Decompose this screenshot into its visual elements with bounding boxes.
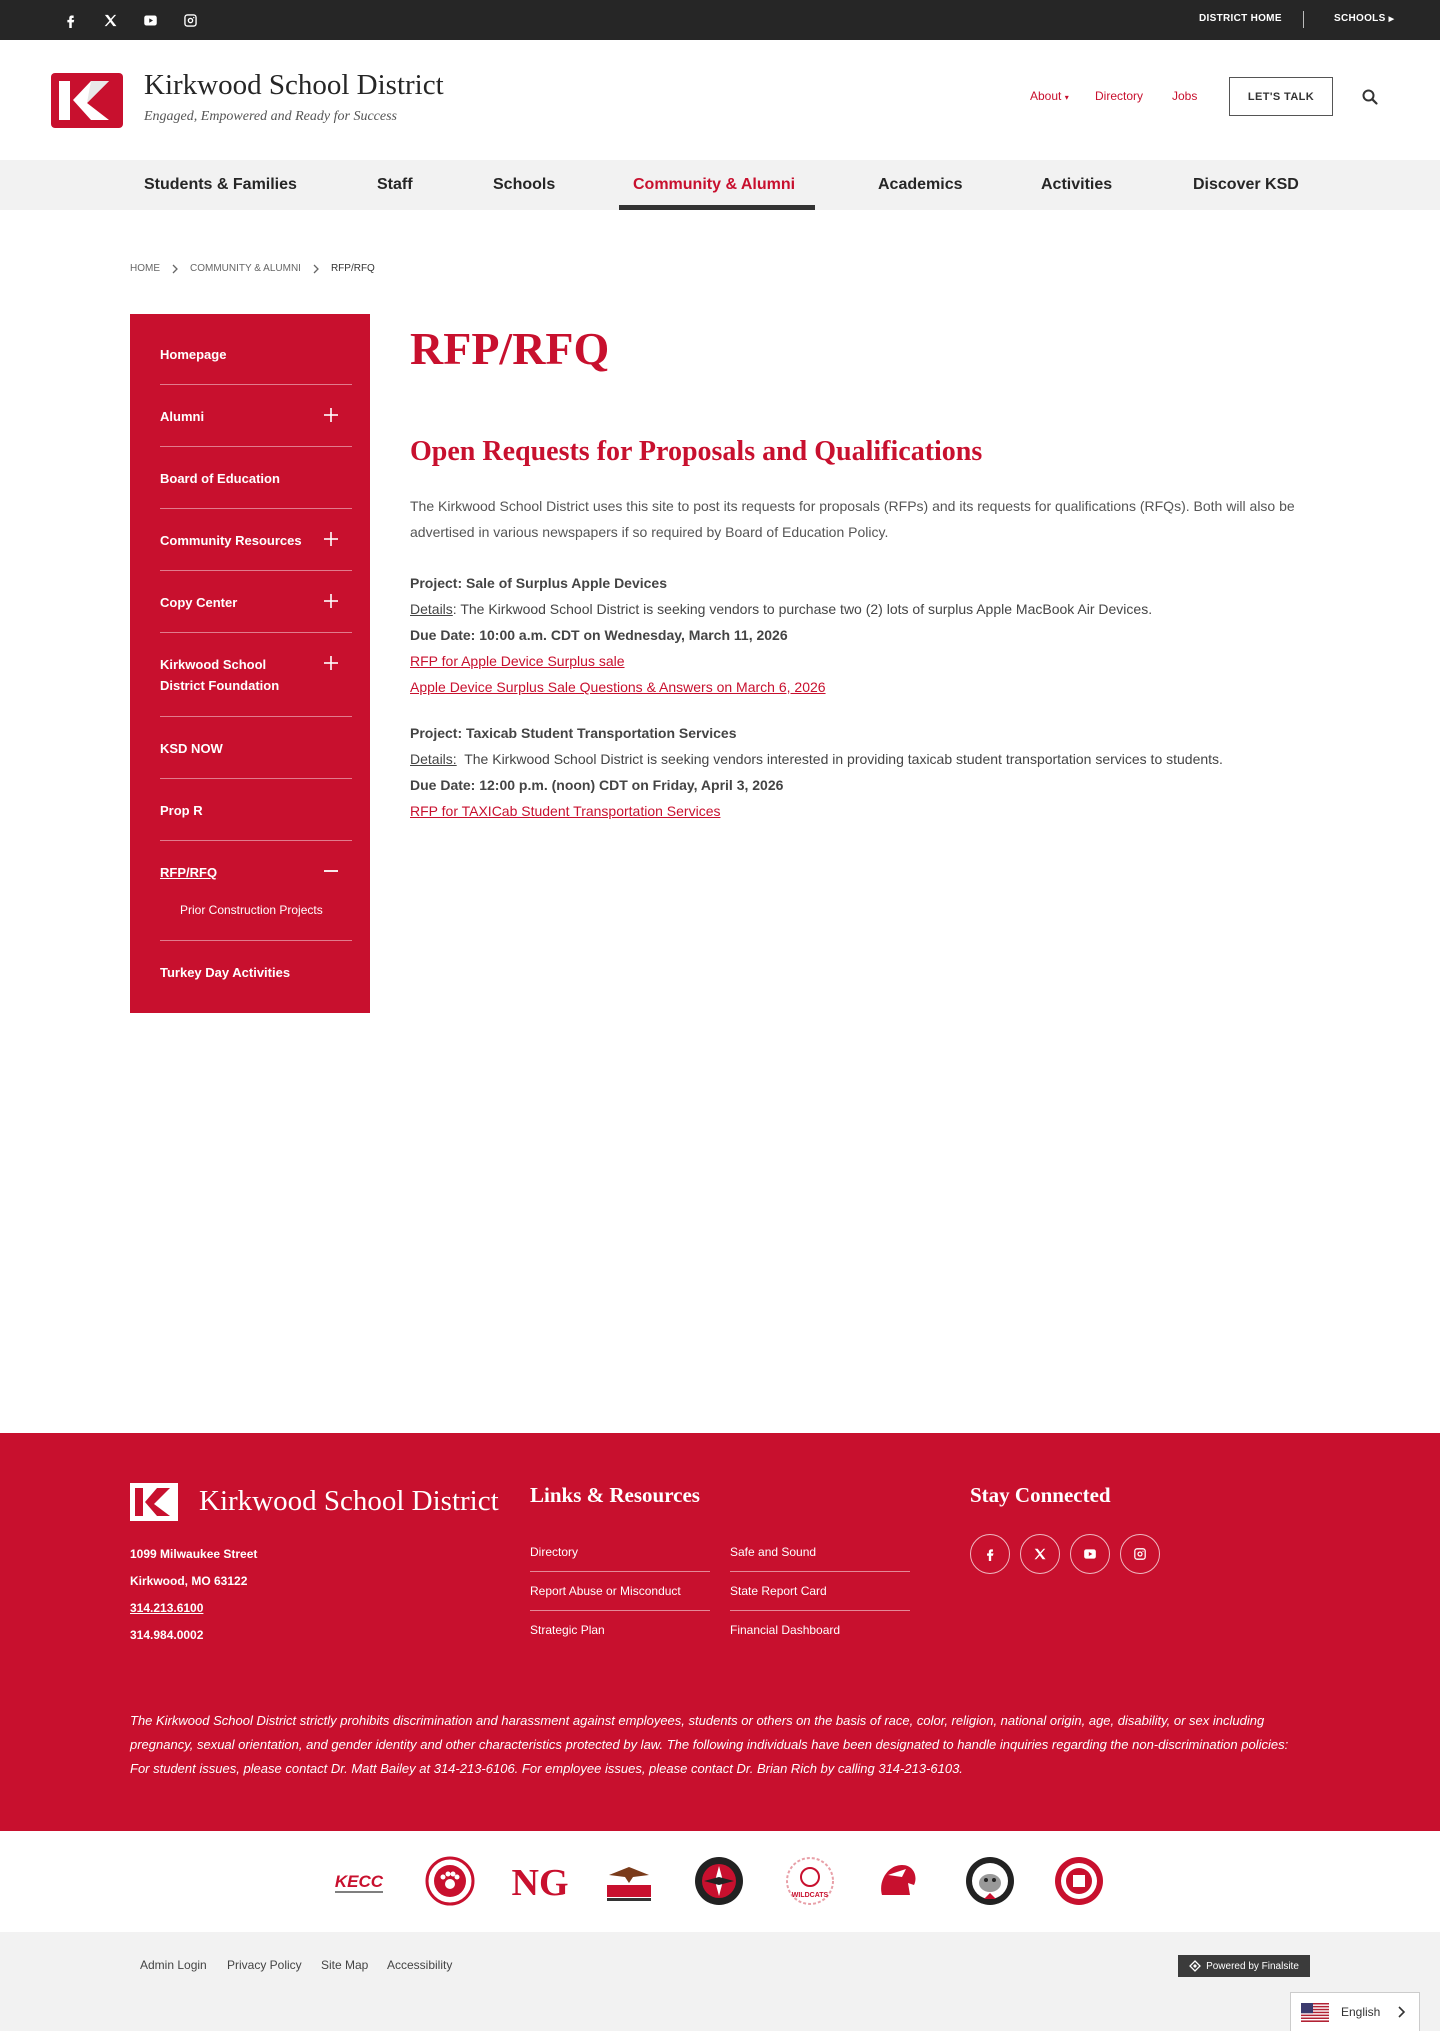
facebook-icon[interactable]: [58, 8, 82, 32]
footer-link-state-report-card[interactable]: State Report Card: [730, 1584, 827, 1598]
sidebar-item-copy-center[interactable]: Copy Center: [160, 595, 238, 610]
sidebar-item-turkey-day[interactable]: Turkey Day Activities: [160, 965, 291, 980]
sidebar-divider: [160, 716, 352, 717]
footer-divider: [530, 1571, 710, 1572]
details-sep: :: [452, 601, 461, 617]
main-navigation: [0, 160, 1440, 210]
collapse-minus-icon[interactable]: [324, 864, 338, 878]
site-map-link[interactable]: Site Map: [321, 1958, 369, 1972]
eagle-school-logo[interactable]: [603, 1855, 655, 1907]
sidebar-item-ksd-now[interactable]: KSD NOW: [160, 741, 223, 756]
sidebar-divider: [160, 570, 352, 571]
details-label: Details:: [410, 751, 457, 767]
us-flag-icon: [1301, 2003, 1329, 2022]
chevron-right-icon: [311, 264, 321, 274]
bottom-bar: [0, 1932, 1440, 2031]
ng-logo-text: NG: [511, 1862, 569, 1904]
powered-by-finalsite-badge[interactable]: [1178, 1955, 1310, 1977]
admin-login-link[interactable]: Admin Login: [140, 1958, 207, 1972]
utility-bar: [0, 0, 1440, 40]
search-icon[interactable]: [1361, 88, 1379, 106]
project-2-due: [410, 777, 783, 793]
site-tagline: Engaged, Empowered and Ready for Success: [144, 109, 397, 124]
youtube-icon[interactable]: [1070, 1534, 1110, 1574]
breadcrumb-home[interactable]: HOME: [130, 263, 160, 274]
expand-plus-icon[interactable]: [324, 656, 338, 670]
project-1-due: [410, 627, 788, 643]
sidebar-divider: [160, 384, 352, 385]
footer-link-directory[interactable]: Directory: [530, 1545, 579, 1559]
nav-staff[interactable]: Staff: [377, 176, 413, 193]
schools-menu[interactable]: [1334, 13, 1394, 24]
caret-right-icon: ▶: [1388, 16, 1395, 23]
x-icon[interactable]: [1020, 1534, 1060, 1574]
chevron-right-icon: [170, 264, 180, 274]
footer-link-financial-dashboard[interactable]: Financial Dashboard: [730, 1623, 841, 1637]
nav-community-alumni[interactable]: Community & Alumni: [633, 176, 796, 193]
footer-logo[interactable]: [130, 1483, 178, 1521]
chevron-right-icon: [1395, 2006, 1407, 2018]
expand-plus-icon[interactable]: [324, 532, 338, 546]
instagram-icon[interactable]: [1120, 1534, 1160, 1574]
sidebar-divider: [160, 632, 352, 633]
active-nav-indicator: [619, 205, 815, 210]
lets-talk-button[interactable]: LET'S TALK: [1229, 77, 1333, 116]
sidebar-item-community-resources[interactable]: Community Resources: [160, 533, 302, 548]
footer-street: 1099 Milwaukee Street: [130, 1547, 258, 1561]
high-school-logo[interactable]: [1053, 1855, 1105, 1907]
x-icon[interactable]: [98, 8, 122, 32]
kecc-logo[interactable]: [331, 1855, 387, 1907]
rfp-taxicab-link[interactable]: RFP for TAXICab Student Transportation Services: [410, 803, 721, 819]
due-date-text: Due Date: 12:00 p.m. (noon) CDT on Friday, April 3, 2026: [410, 777, 784, 793]
sidebar-divider: [160, 940, 352, 941]
compass-school-logo[interactable]: [693, 1855, 745, 1907]
kecc-logo-text: KECC: [334, 1872, 384, 1891]
apple-qa-link[interactable]: Apple Device Surplus Sale Questions & Answers on March 6, 2026: [410, 679, 826, 695]
about-menu[interactable]: [1030, 89, 1069, 103]
page-title: RFP/RFQ: [410, 323, 610, 374]
language-selector[interactable]: [1290, 1992, 1420, 2031]
nav-academics[interactable]: Academics: [878, 176, 963, 193]
about-label: About: [1030, 89, 1062, 103]
expand-plus-icon[interactable]: [324, 408, 338, 422]
sidebar-subitem-prior-construction[interactable]: Prior Construction Projects: [180, 903, 323, 917]
pioneer-school-logo[interactable]: [872, 1855, 924, 1907]
accessibility-link[interactable]: Accessibility: [387, 1958, 453, 1972]
nav-students-families[interactable]: Students & Families: [144, 176, 297, 193]
due-date-text: Due Date: 10:00 a.m. CDT on Wednesday, March 11, 2026: [410, 627, 788, 643]
footer-link-report-abuse[interactable]: Report Abuse or Misconduct: [530, 1584, 681, 1598]
project-2-title: [410, 725, 737, 741]
project-title-text: Project: Taxicab Student Transportation Services: [410, 725, 737, 741]
privacy-policy-link[interactable]: Privacy Policy: [227, 1958, 302, 1972]
breadcrumb-community-alumni[interactable]: COMMUNITY & ALUMNI: [190, 263, 301, 274]
caret-down-icon: ▾: [1064, 93, 1069, 102]
ng-school-logo[interactable]: [511, 1855, 569, 1907]
directory-link[interactable]: Directory: [1095, 89, 1144, 103]
utility-divider: [1303, 11, 1304, 28]
project-2-details: [410, 751, 1223, 767]
project-title-text: Project: Sale of Surplus Apple Devices: [410, 575, 668, 591]
footer-city: Kirkwood, MO 63122: [130, 1574, 248, 1588]
sidebar-item-alumni[interactable]: Alumni: [160, 409, 205, 424]
footer-fax: 314.984.0002: [130, 1628, 204, 1642]
section-heading: Open Requests for Proposals and Qualifications: [410, 436, 983, 467]
nav-discover-ksd[interactable]: Discover KSD: [1193, 176, 1299, 193]
sidebar-item-ksd-foundation[interactable]: Kirkwood School District Foundation: [160, 657, 280, 693]
facebook-icon[interactable]: [970, 1534, 1010, 1574]
intro-paragraph: The Kirkwood School District uses this site to post its requests for proposals (RFPs) and its requests for qualifications (RFQs). Both will also be advertised in various newspapers if so required by Board of Education Policy.: [410, 498, 1295, 540]
nav-activities[interactable]: Activities: [1041, 176, 1113, 193]
stay-connected-heading: Stay Connected: [970, 1483, 1111, 1507]
site-name[interactable]: Kirkwood School District: [144, 69, 444, 101]
footer-divider: [730, 1571, 910, 1572]
finalsite-icon: [1189, 1960, 1201, 1972]
project-1-details: [410, 601, 1152, 617]
breadcrumb: [130, 263, 375, 274]
language-label: English: [1341, 2005, 1381, 2019]
section-sidebar: [130, 314, 370, 1013]
wildcats-logo-text: WILDCATS: [791, 1892, 829, 1899]
footer-phone-link[interactable]: 314.213.6100: [130, 1601, 204, 1615]
details-text: The Kirkwood School District is seeking vendors interested in providing taxicab student transportation services to students.: [464, 751, 1223, 767]
footer-link-strategic-plan[interactable]: Strategic Plan: [530, 1623, 605, 1637]
sidebar-item-rfp-rfq[interactable]: RFP/RFQ: [160, 865, 218, 880]
details-label: Details: [410, 601, 453, 617]
footer-link-safe-and-sound[interactable]: Safe and Sound: [730, 1545, 817, 1559]
nav-schools[interactable]: Schools: [493, 176, 556, 193]
sidebar-item-homepage[interactable]: Homepage: [160, 347, 227, 362]
schools-label: SCHOOLS: [1334, 13, 1386, 24]
footer-divider: [530, 1610, 710, 1611]
sidebar-divider: [160, 778, 352, 779]
expand-plus-icon[interactable]: [324, 594, 338, 608]
sidebar-divider: [160, 446, 352, 447]
wildcats-school-logo[interactable]: [784, 1855, 836, 1907]
powered-label: Powered by Finalsite: [1206, 1960, 1299, 1972]
footer-site-name: Kirkwood School District: [199, 1485, 499, 1517]
rfp-apple-surplus-link[interactable]: RFP for Apple Device Surplus sale: [410, 653, 625, 669]
details-text: The Kirkwood School District is seeking vendors to purchase two (2) lots of surplus Apple MacBook Air Devices.: [460, 601, 1153, 617]
sidebar-item-board-of-education[interactable]: Board of Education: [160, 471, 280, 486]
youtube-icon[interactable]: [138, 8, 162, 32]
district-home-link[interactable]: DISTRICT HOME: [1199, 13, 1282, 24]
sidebar-item-prop-r[interactable]: Prop R: [160, 803, 203, 818]
bulldog-school-logo[interactable]: [964, 1855, 1016, 1907]
breadcrumb-current: RFP/RFQ: [330, 263, 375, 274]
non-discrimination-notice: The Kirkwood School District strictly prohibits discrimination and harassment against employees, students or others on the basis of race, color, religion, national origin, age, disability, or sex including pregnancy, sexual orientation, and gender identity and other characteristics protected by law. The following individuals have been designated to handle inquiries regarding the non-discrimination policies: For student issues, please contact Dr. Matt Bailey at 314-213-6106. For employee issues, please contact Dr. Brian Rich by calling 314-213-6103.: [130, 1713, 1289, 1776]
links-resources-heading: Links & Resources: [530, 1483, 700, 1507]
jobs-link[interactable]: Jobs: [1172, 89, 1198, 103]
footer-divider: [730, 1610, 910, 1611]
paw-school-logo[interactable]: [424, 1855, 476, 1907]
instagram-icon[interactable]: [178, 8, 202, 32]
district-logo[interactable]: [51, 73, 123, 128]
project-1-title: [410, 575, 667, 591]
sidebar-divider: [160, 508, 352, 509]
sidebar-divider: [160, 840, 352, 841]
